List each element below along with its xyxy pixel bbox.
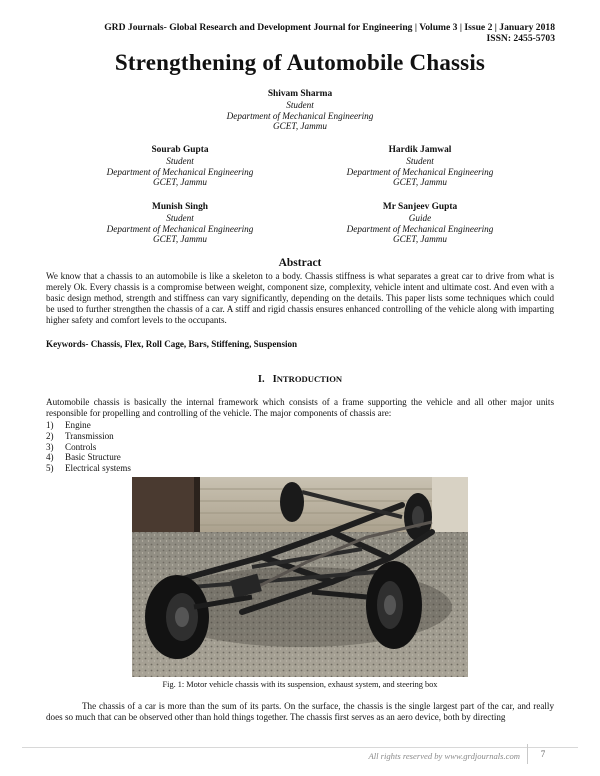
author-block bbox=[300, 202, 540, 245]
list-text: Basic Structure bbox=[65, 452, 121, 463]
chassis-photo bbox=[132, 477, 468, 677]
list-item bbox=[46, 431, 131, 442]
footer-rights bbox=[300, 751, 520, 761]
section-heading bbox=[0, 374, 600, 385]
list-number: 2) bbox=[46, 430, 54, 441]
paper-title: Strengthening of Automobile Chassis bbox=[114, 50, 486, 75]
author-role: Student bbox=[166, 155, 194, 166]
author-role: Guide bbox=[408, 212, 432, 223]
abstract-heading: Abstract bbox=[278, 257, 322, 269]
list-text: Electrical systems bbox=[65, 463, 131, 474]
author-name: Sourab Gupta bbox=[151, 145, 209, 155]
author-block bbox=[300, 145, 540, 188]
page-number: 7 bbox=[527, 744, 558, 764]
intro-paragraph: Automobile chassis is basically the internal framework which consists of a frame supporting the vehicle and all other major units responsible for propelling and controlling of the vehicle. The major components of chassis are: bbox=[46, 397, 554, 418]
list-text: Transmission bbox=[65, 430, 114, 441]
list-item bbox=[46, 442, 131, 453]
author-inst: GCET, Jammu bbox=[273, 121, 327, 132]
list-number: 1) bbox=[46, 420, 54, 430]
author-block bbox=[60, 202, 300, 245]
author-name: Hardik Jamwal bbox=[388, 145, 452, 155]
body-paragraph: The chassis of a car is more than the sum of its parts. On the surface, the chassis is the single largest part of the car, and really does so much that can be observed other than hold things together. The chassis first serves as an aero device, both by directing bbox=[46, 701, 554, 722]
journal-header: GRD Journals- Global Research and Development Journal for Engineering | Volume 3 | Issue 2 | January 2018 bbox=[104, 22, 555, 33]
rights-text: All rights reserved by bbox=[368, 751, 443, 761]
author-inst: GCET, Jammu bbox=[153, 177, 207, 188]
list-item bbox=[46, 463, 131, 474]
section-rest: NTRODUCTION bbox=[276, 374, 343, 384]
list-number: 3) bbox=[46, 441, 54, 452]
chassis-illustration bbox=[132, 477, 468, 677]
figure-caption: Fig. 1: Motor vehicle chassis with its suspension, exhaust system, and steering box bbox=[162, 680, 438, 689]
journal-url-link[interactable]: www.grdjournals.com bbox=[444, 751, 520, 761]
footer-divider bbox=[22, 747, 578, 748]
abstract-text: We know that a chassis to an automobile is like a skeleton to a body. Chassis stiffness is what separates a great car to drive from what is merely Ok. Every chassis is a compromise between weight, component size, complexity, vehicle intent and ultimate cost. And even with a basic design method, strength and stiffness can vary significantly, depending on the details. This paper lists some techniques which could be used to further strengthen the chassis of a car. A stiff and rigid chassis ensures enhanced controlling of the vehicle along with imparting higher safety and comfort levels to the occupants. bbox=[46, 271, 554, 325]
list-item bbox=[46, 420, 131, 431]
author-block bbox=[60, 145, 300, 188]
issn: ISSN: 2455-5703 bbox=[486, 33, 555, 44]
list-number: 5) bbox=[46, 463, 54, 474]
author-dept: Department of Mechanical Engineering bbox=[226, 110, 374, 121]
keywords: Keywords- Chassis, Flex, Roll Cage, Bars, Stiffening, Suspension bbox=[46, 339, 298, 349]
author-block bbox=[180, 89, 420, 132]
author-name: Mr Sanjeev Gupta bbox=[382, 202, 458, 212]
author-dept: Department of Mechanical Engineering bbox=[106, 223, 254, 234]
list-number: 4) bbox=[46, 452, 54, 463]
list-text: Engine bbox=[65, 420, 91, 430]
author-role: Student bbox=[406, 155, 434, 166]
author-inst: GCET, Jammu bbox=[393, 234, 447, 245]
author-dept: Department of Mechanical Engineering bbox=[106, 166, 254, 177]
author-name: Munish Singh bbox=[151, 202, 209, 212]
author-dept: Department of Mechanical Engineering bbox=[346, 223, 494, 234]
list-item bbox=[46, 452, 131, 463]
author-name: Shivam Sharma bbox=[267, 89, 333, 99]
author-inst: GCET, Jammu bbox=[393, 177, 447, 188]
author-inst: GCET, Jammu bbox=[153, 234, 207, 245]
author-dept: Department of Mechanical Engineering bbox=[346, 166, 494, 177]
components-list bbox=[46, 420, 131, 474]
author-role: Student bbox=[286, 99, 314, 110]
section-numeral: I. bbox=[257, 374, 265, 385]
list-text: Controls bbox=[65, 441, 97, 452]
author-role: Student bbox=[166, 212, 194, 223]
section-initial: I bbox=[272, 374, 277, 385]
